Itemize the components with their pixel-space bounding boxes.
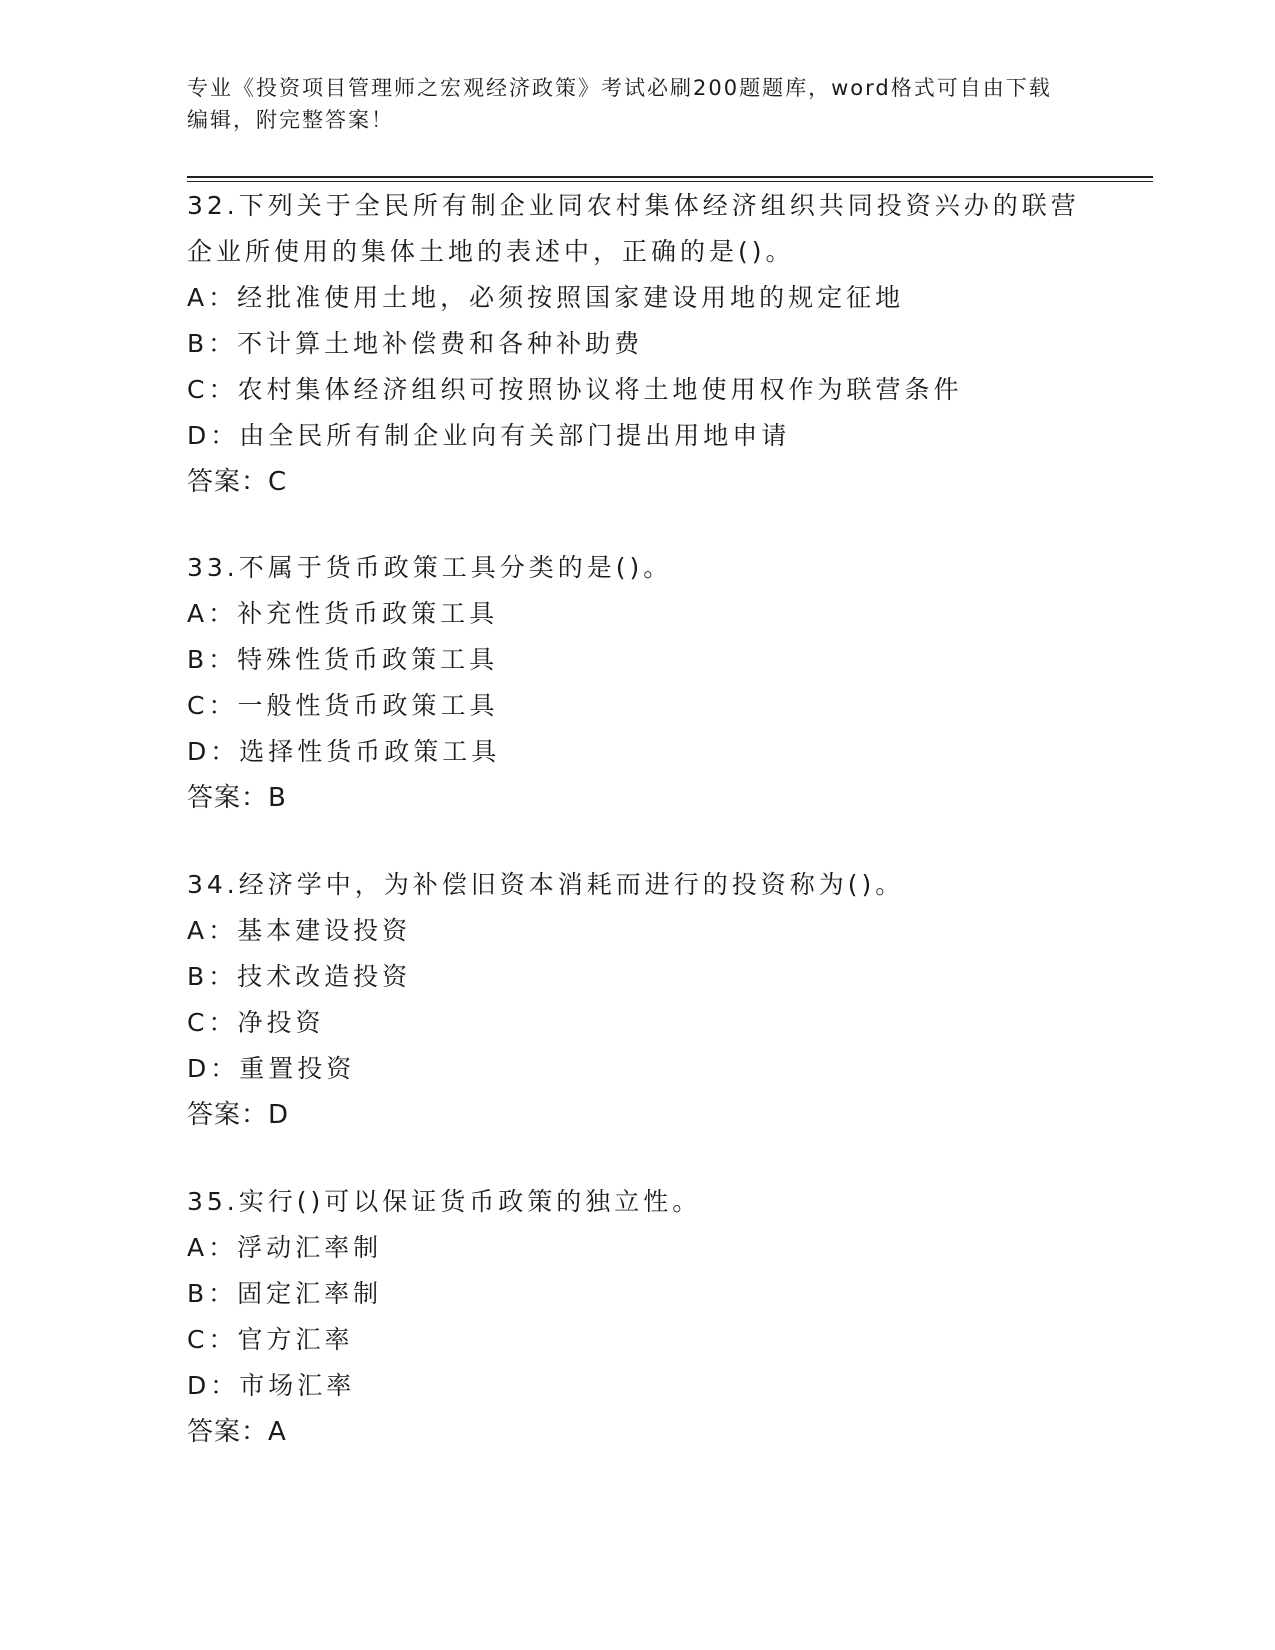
question-stem: 33.不属于货币政策工具分类的是()。 <box>187 553 673 582</box>
option-d: D：市场汇率 <box>187 1371 356 1400</box>
option-d: D：选择性货币政策工具 <box>187 737 501 766</box>
option-c: C：净投资 <box>187 1008 325 1037</box>
answer-text: 答案：C <box>187 467 288 497</box>
answer-text: 答案：D <box>187 1100 290 1130</box>
answer-text: 答案：B <box>187 783 287 813</box>
option-b: B：特殊性货币政策工具 <box>187 645 499 674</box>
option-b: B：不计算土地补偿费和各种补助费 <box>187 329 644 358</box>
question-34 <box>187 862 1087 1138</box>
option-c: C：一般性货币政策工具 <box>187 691 499 720</box>
question-stem: 32.下列关于全民所有制企业同农村集体经济组织共同投资兴办的联营企业所使用的集体土地的表述中，正确的是()。 <box>187 191 1080 266</box>
question-stem: 34.经济学中，为补偿旧资本消耗而进行的投资称为()。 <box>187 870 905 899</box>
option-d: D：由全民所有制企业向有关部门提出用地申请 <box>187 421 791 450</box>
option-b: B：技术改造投资 <box>187 962 412 991</box>
option-c: C：农村集体经济组织可按照协议将土地使用权作为联营条件 <box>187 375 963 404</box>
option-c: C：官方汇率 <box>187 1325 354 1354</box>
option-a: A：浮动汇率制 <box>187 1233 383 1262</box>
option-a: A：经批准使用土地，必须按照国家建设用地的规定征地 <box>187 283 905 312</box>
answer-text: 答案：A <box>187 1417 287 1447</box>
header-divider-thick <box>187 176 1153 178</box>
option-b: B：固定汇率制 <box>187 1279 383 1308</box>
question-33 <box>187 545 1087 821</box>
option-d: D：重置投资 <box>187 1054 356 1083</box>
question-35 <box>187 1179 1087 1455</box>
header-divider-thin <box>187 181 1153 182</box>
option-a: A：补充性货币政策工具 <box>187 599 499 628</box>
option-a: A：基本建设投资 <box>187 916 412 945</box>
question-32 <box>187 183 1087 505</box>
document-intro: 专业《投资项目管理师之宏观经济政策》考试必刷200题题库，word格式可自由下载编辑，附完整答案！ <box>187 76 1052 132</box>
question-stem: 35.实行()可以保证货币政策的独立性。 <box>187 1187 702 1216</box>
